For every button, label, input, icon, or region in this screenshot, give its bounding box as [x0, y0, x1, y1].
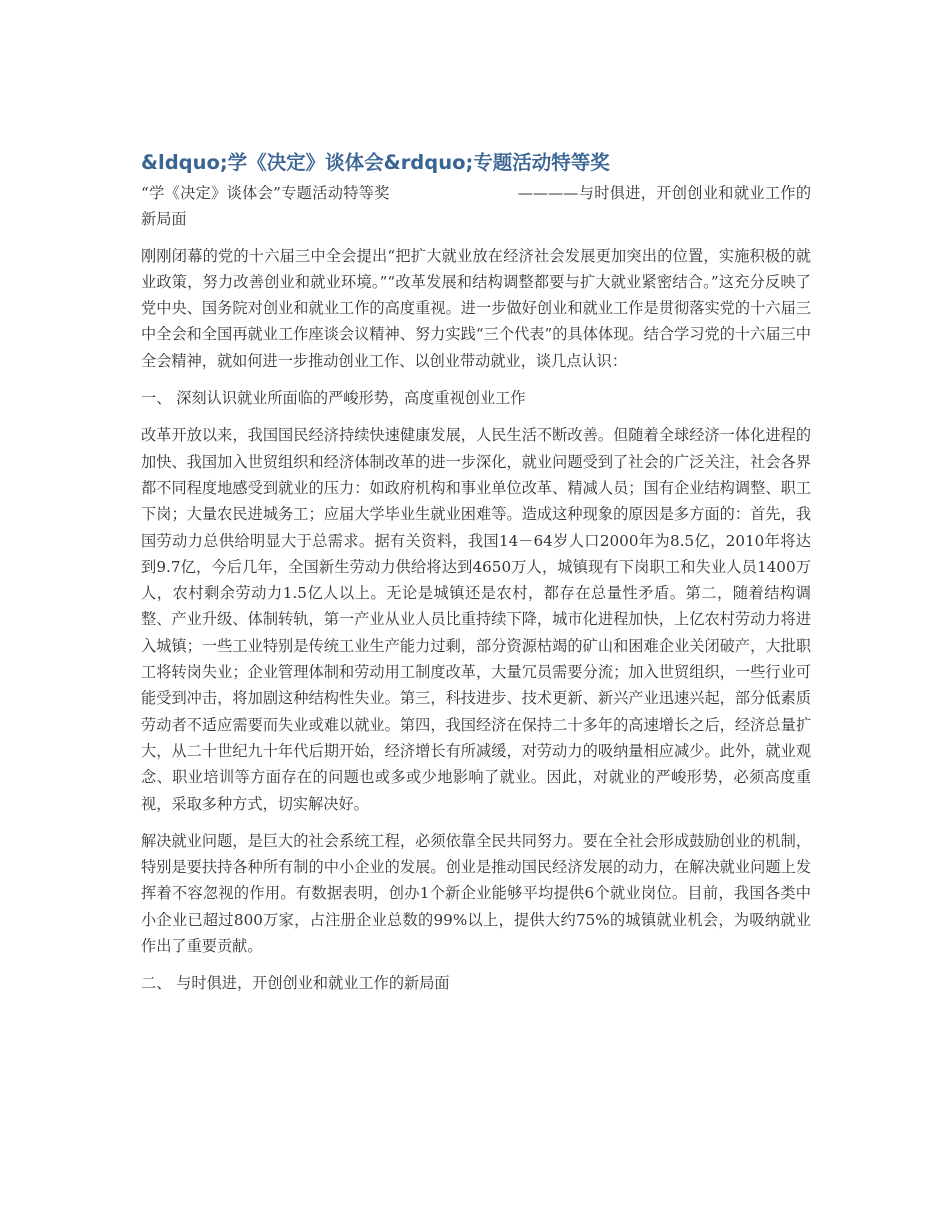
document-subtitle [141, 180, 811, 233]
intro-paragraph: 刚刚闭幕的党的十六届三中全会提出“把扩大就业放在经济社会发展更加突出的位置，实施积极的就业政策，努力改善创业和就业环境。”“改革发展和结构调整都要与扩大就业紧密结合。”这充分反映了党中央、国务院对创业和就业工作的高度重视。进一步做好创业和就业工作是贯彻落实党的十六届三中全会和全国再就业工作座谈会议精神、努力实践“三个代表”的具体体现。结合学习党的十六届三中全会精神，就如何进一步推动创业工作、以创业带动就业，谈几点认识： [141, 246, 811, 370]
section-heading-1: 一、 深刻认识就业所面临的严峻形势，高度重视创业工作 [141, 389, 526, 408]
document-page [141, 148, 811, 1008]
subtitle-award: “学《决定》谈体会”专题活动特等奖 [141, 184, 390, 202]
section-heading-2: 二、 与时俱进，开创创业和就业工作的新局面 [141, 974, 450, 993]
subtitle-theme: ————与时俱进，开创创业和就业工作的新局面 [141, 184, 812, 229]
document-title: &ldquo;学《决定》谈体会&rdquo;专题活动特等奖 [141, 151, 610, 174]
body-paragraph-2: 解决就业问题，是巨大的社会系统工程，必须依靠全民共同努力。要在全社会形成鼓励创业的机制，特别是要扶持各种所有制的中小企业的发展。创业是推动国民经济发展的动力，在解决就业问题上发挥着不容忽视的作用。有数据表明，创办1个新企业能够平均提供6个就业岗位。目前，我国各类中小企业已超过800万家，占注册企业总数的99%以上，提供大约75%的城镇就业机会，为吸纳就业作出了重要贡献。 [141, 831, 811, 956]
body-paragraph-1: 改革开放以来，我国国民经济持续快速健康发展，人民生活不断改善。但随着全球经济一体化进程的加快、我国加入世贸组织和经济体制改革的进一步深化，就业问题受到了社会的广泛关注，社会各界都不同程度地感受到就业的压力：如政府机构和事业单位改革、精减人员；国有企业结构调整、职工下岗；大量农民进城务工；应届大学毕业生就业困难等。造成这种现象的原因是多方面的：首先，我国劳动力总供给明显大于总需求。据有关资料，我国14－64岁人口2000年为8.5亿，2010年将达到9.7亿，今后几年，全国新生劳动力供给将达到4650万人，城镇现有下岗职工和失业人员1400万人，农村剩余劳动力1.5亿人以上。无论是城镇还是农村，都存在总量性矛盾。第二，随着结构调整、产业升级、体制转轨，第一产业从业人员比重持续下降，城市化进程加快，上亿农村劳动力将进入城镇；一些工业特别是传统工业生产能力过剩，部分资源枯竭的矿山和困难企业关闭破产，大批职工将转岗失业；企业管理体制和劳动用工制度改革，大量冗员需要分流；加入世贸组织，一些行业可能受到冲击，将加剧这种结构性失业。第三，科技进步、技术更新、新兴产业迅速兴起，部分低素质劳动者不适应需要而失业或难以就业。第四，我国经济在保持二十多年的高速增长之后，经济总量扩大，从二十世纪九十年代后期开始，经济增长有所减缓，对劳动力的吸纳量相应减少。此外，就业观念、职业培训等方面存在的问题也或多或少地影响了就业。因此，对就业的严峻形势，必须高度重视，采取多种方式，切实解决好。 [141, 426, 811, 813]
